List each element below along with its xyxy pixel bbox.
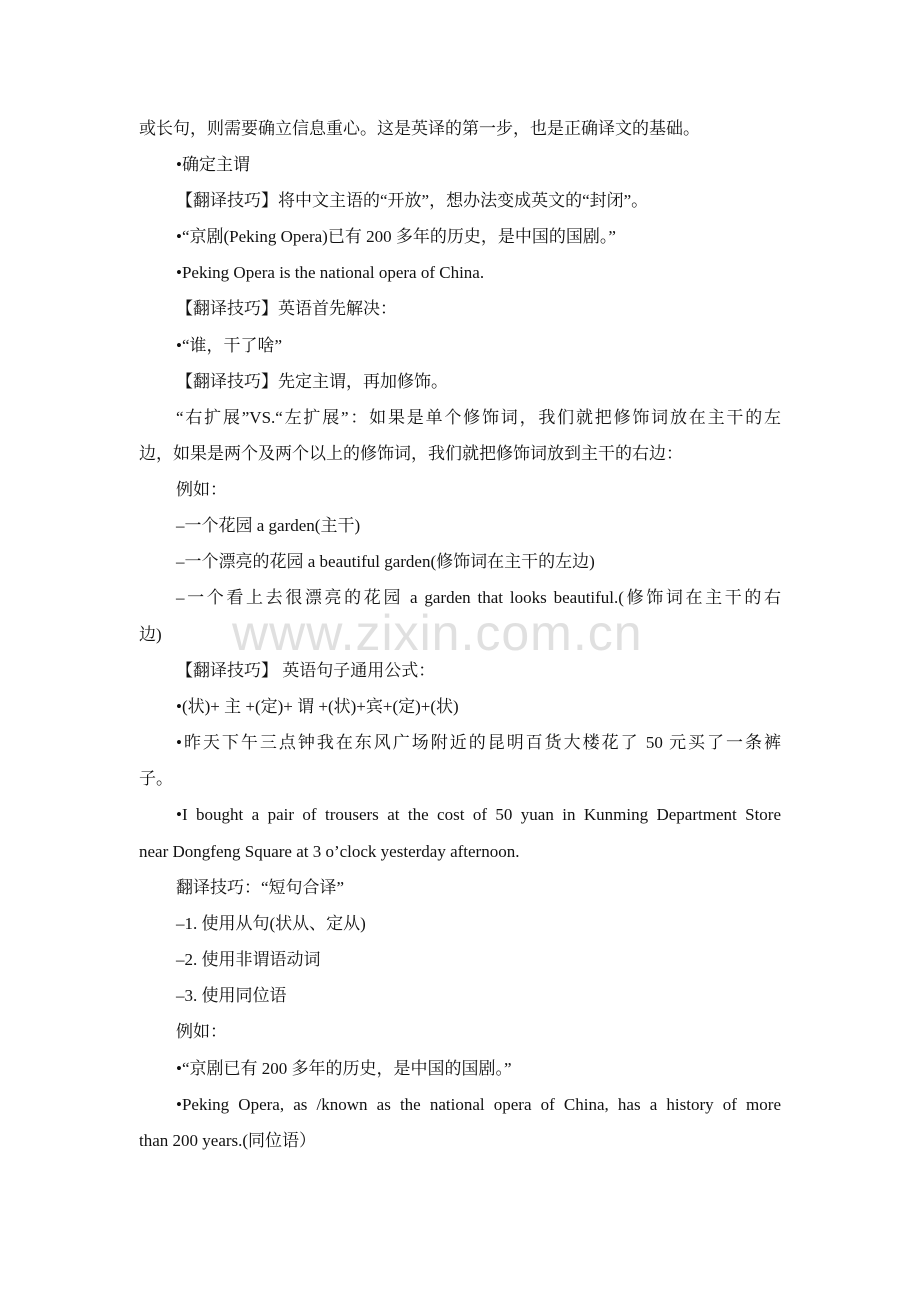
text-line: “右扩展”VS.“左扩展”：如果是单个修饰词，我们就把修饰词放在主干的左: [176, 408, 781, 427]
text-line: than 200 years.(同位语）: [139, 1131, 317, 1150]
tip-line: 翻译技巧：“短句合译”: [176, 878, 345, 897]
dash-line: –2. 使用非谓语动词: [176, 950, 321, 969]
bullet-line: •Peking Opera is the national opera of China.: [176, 263, 485, 282]
dash-line: –3. 使用同位语: [176, 986, 287, 1005]
bullet-line: •Peking Opera, as /known as the national opera of China, has a history of more: [176, 1095, 781, 1114]
bullet-line: •“谁，干了啥”: [176, 336, 283, 355]
bullet-line: •“京剧已有 200 多年的历史，是中国的国剧。”: [176, 1059, 512, 1078]
bullet-line: •I bought a pair of trousers at the cost of 50 yuan in Kunming Department Store: [176, 805, 781, 824]
tip-line: 【翻译技巧】先定主谓，再加修饰。: [176, 372, 448, 391]
bullet-line: •“京剧(Peking Opera)已有 200 多年的历史，是中国的国剧。”: [176, 227, 616, 246]
dash-line: –一个看上去很漂亮的花园 a garden that looks beautiful.(修饰词在主干的右: [176, 588, 781, 607]
text-line: 例如：: [176, 480, 227, 499]
dash-line: –一个花园 a garden(主干): [176, 516, 361, 535]
watermark: www.zixin.com.cn: [232, 605, 643, 661]
dash-line: –1. 使用从句(状从、定从): [176, 914, 366, 933]
text-line: 边): [139, 625, 162, 644]
bullet-line: •昨天下午三点钟我在东风广场附近的昆明百货大楼花了 50 元买了一条裤: [176, 733, 781, 752]
text-line: 子。: [139, 769, 173, 788]
text-line: 边，如果是两个及两个以上的修饰词，我们就把修饰词放到主干的右边：: [139, 444, 683, 463]
dash-line: –一个漂亮的花园 a beautiful garden(修饰词在主干的左边): [176, 552, 595, 571]
text-line: near Dongfeng Square at 3 o’clock yesterday afternoon.: [139, 842, 520, 861]
text-line: 例如：: [176, 1022, 227, 1041]
tip-line: 【翻译技巧】将中文主语的“开放”，想办法变成英文的“封闭”。: [176, 191, 649, 210]
tip-line: 【翻译技巧】英语首先解决：: [176, 299, 397, 318]
text-line: 或长句，则需要确立信息重心。这是英译的第一步，也是正确译文的基础。: [139, 119, 700, 138]
bullet-line: •确定主谓: [176, 155, 250, 174]
tip-line: 【翻译技巧】 英语句子通用公式：: [176, 661, 436, 680]
bullet-line: •(状)+ 主 +(定)+ 谓 +(状)+宾+(定)+(状): [176, 697, 459, 716]
